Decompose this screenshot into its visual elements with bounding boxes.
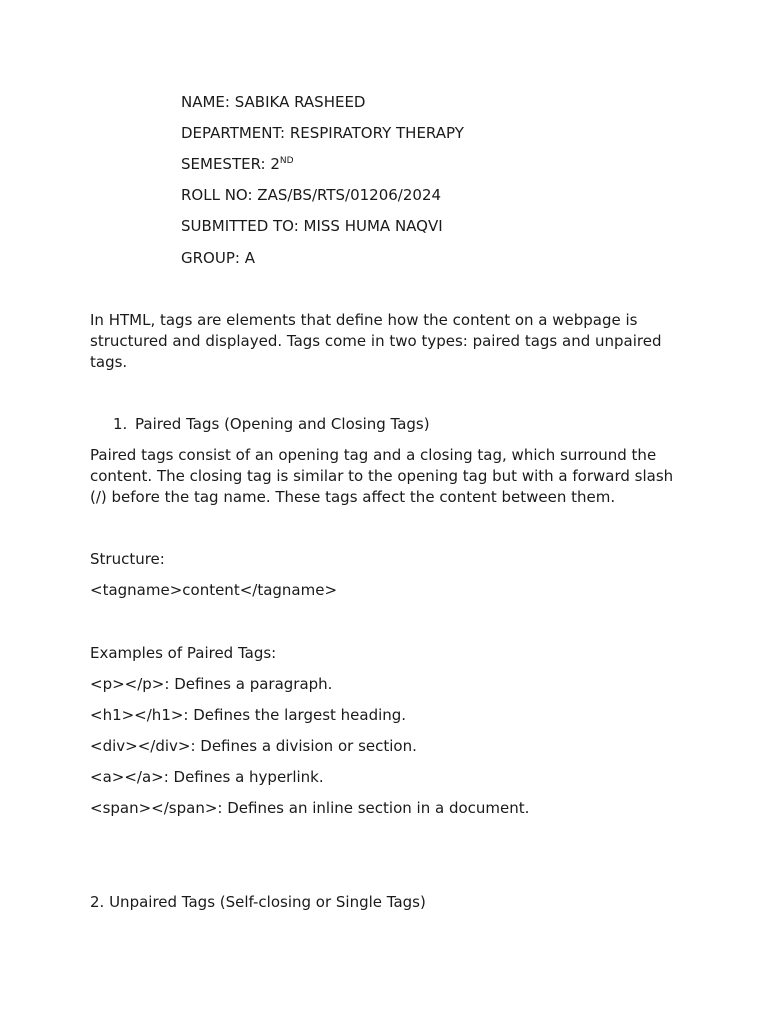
submitted-to: SUBMITTED TO: MISS HUMA NAQVI — [181, 217, 443, 235]
section2-heading: 2. Unpaired Tags (Self-closing or Single Tags) — [90, 893, 426, 911]
intro-paragraph: In HTML, tags are elements that define how the content on a webpage is structured and displayed. Tags come in two types: paired tags and unpaired tags. — [90, 311, 662, 371]
example-item: <h1></h1>: Defines the largest heading. — [90, 706, 407, 724]
examples-label: Examples of Paired Tags: — [90, 644, 277, 662]
section1-heading — [113, 414, 430, 434]
structure-label: Structure: — [90, 550, 165, 568]
section1-title: Paired Tags (Opening and Closing Tags) — [135, 415, 430, 433]
example-item: <span></span>: Defines an inline section in a document. — [90, 799, 530, 817]
semester — [181, 154, 294, 174]
structure-example: <tagname>content</tagname> — [90, 581, 338, 599]
student-name: NAME: SABIKA RASHEED — [181, 93, 366, 111]
example-item: <a></a>: Defines a hyperlink. — [90, 768, 324, 786]
example-item: <div></div>: Defines a division or section. — [90, 737, 417, 755]
section1-description: Paired tags consist of an opening tag and a closing tag, which surround the content. The closing tag is similar to the opening tag but with a forward slash (/) before the tag name. These tags affect the content between them. — [90, 446, 674, 506]
roll-number: ROLL NO: ZAS/BS/RTS/01206/2024 — [181, 186, 442, 204]
group: GROUP: A — [181, 249, 255, 267]
department: DEPARTMENT: RESPIRATORY THERAPY — [181, 124, 464, 142]
semester-text: SEMESTER: 2 — [181, 155, 280, 173]
semester-superscript: ND — [279, 156, 294, 166]
example-item: <p></p>: Defines a paragraph. — [90, 675, 333, 693]
section1-number: 1. — [113, 415, 128, 433]
